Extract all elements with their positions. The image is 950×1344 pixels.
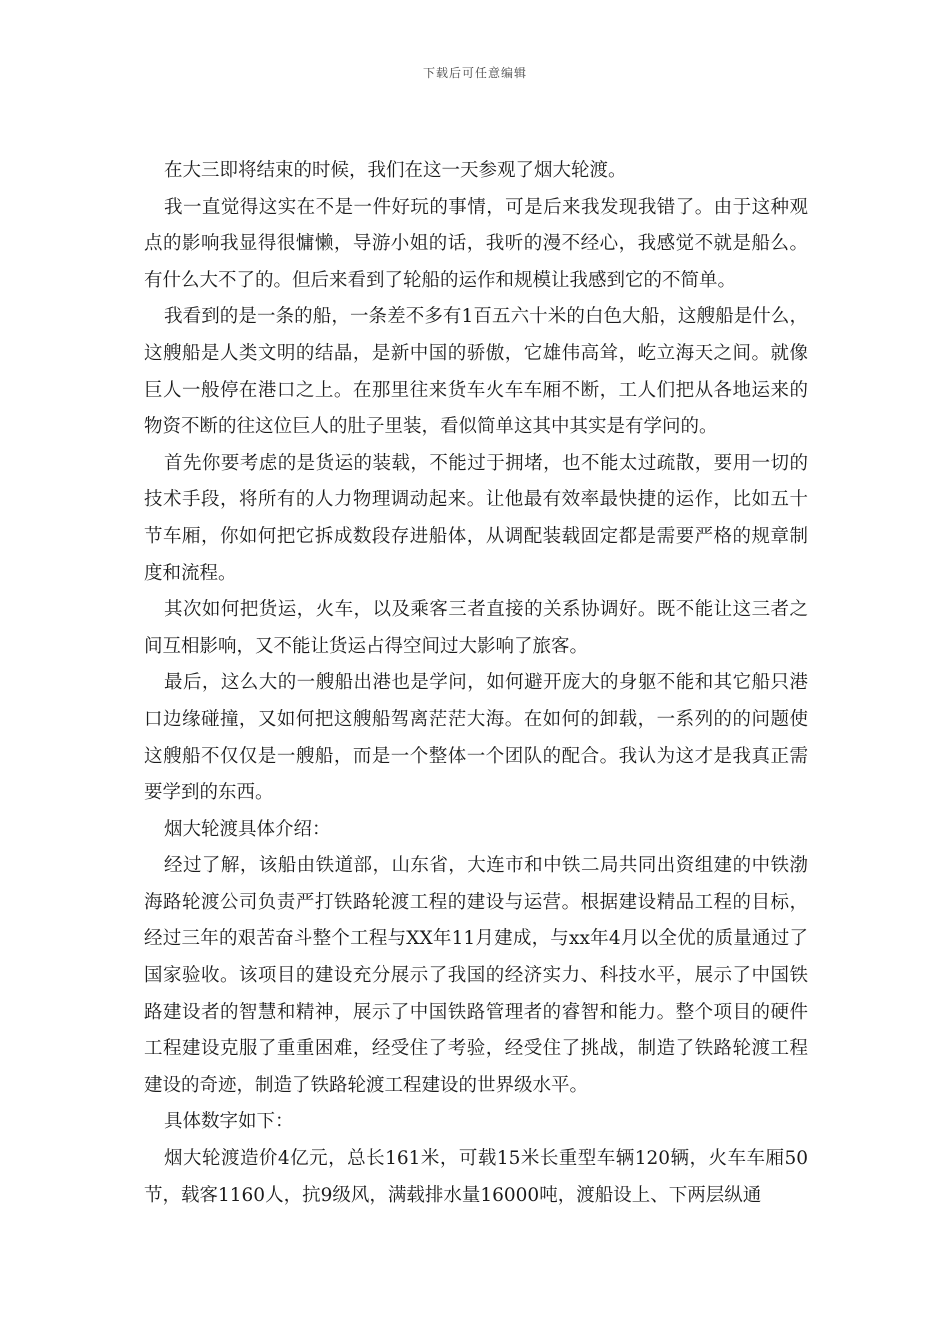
document-body <box>144 153 808 1214</box>
page-header: 下载后可任意编辑 <box>422 66 527 80</box>
paragraph-figures-heading: 具体数字如下： <box>164 1111 294 1133</box>
paragraph-departure: 最后，这么大的一艘船出港也是学问，如何避开庞大的身躯不能和其它船只港口边缘碰撞，又如何把这艘船驾离茫茫大海。在如何的卸载，一系列的的问题使这艘船不仅仅是一艘船，而是一个整体一个团队的配合。我认为这才是我真正需要学到的东西。 <box>144 672 808 804</box>
paragraph-project-background: 经过了解，该船由铁道部，山东省，大连市和中铁二局共同出资组建的中铁渤海路轮渡公司负责严打铁路轮渡工程的建设与运营。根据建设精品工程的目标，经过三年的艰苦奋斗整个工程与XX年11月建成，与xx年4月以全优的质量通过了国家验收。该项目的建设充分展示了我国的经济实力、科技水平，展示了中国铁路建设者的智慧和精神，展示了中国铁路管理者的睿智和能力。整个项目的硬件工程建设克服了重重困难，经受住了考验，经受住了挑战，制造了铁路轮渡工程建设的奇迹，制造了铁路轮渡工程建设的世界级水平。 <box>144 855 808 1096</box>
paragraph-cargo-loading: 首先你要考虑的是货运的装载，不能过于拥堵，也不能太过疏散，要用一切的技术手段，将所有的人力物理调动起来。让他最有效率最快捷的运作，比如五十节车厢，你如何把它拆成数段存进船体，从调配装载固定都是需要严格的规章制度和流程。 <box>144 452 808 584</box>
paragraph-intro-heading: 烟大轮渡具体介绍： <box>164 818 331 840</box>
paragraph-figures: 烟大轮渡造价4亿元，总长161米，可载15米长重型车辆120辆，火车车厢50节，载客1160人，抗9级风，满载排水量16000吨，渡船设上、下两层纵通 <box>144 1148 808 1206</box>
paragraph-coordination: 其次如何把货运，火车，以及乘客三者直接的关系协调好。既不能让这三者之间互相影响，又不能让货运占得空间过大影响了旅客。 <box>144 599 808 657</box>
paragraph-impression: 我一直觉得这实在不是一件好玩的事情，可是后来我发现我错了。由于这种观点的影响我显得很慵懒，导游小姐的话，我听的漫不经心，我感觉不就是船么。有什么大不了的。但后来看到了轮船的运作和规模让我感到它的不简单。 <box>144 196 808 291</box>
paragraph-ship-description: 我看到的是一条的船，一条差不多有1百五六十米的白色大船，这艘船是什么，这艘船是人类文明的结晶，是新中国的骄傲，它雄伟高耸，屹立海天之间。就像巨人一般停在港口之上。在那里往来货车火车车厢不断，工人们把从各地运来的物资不断的往这位巨人的肚子里装，看似简单这其中其实是有学问的。 <box>144 306 808 438</box>
paragraph-intro: 在大三即将结束的时候，我们在这一天参观了烟大轮渡。 <box>164 160 627 181</box>
